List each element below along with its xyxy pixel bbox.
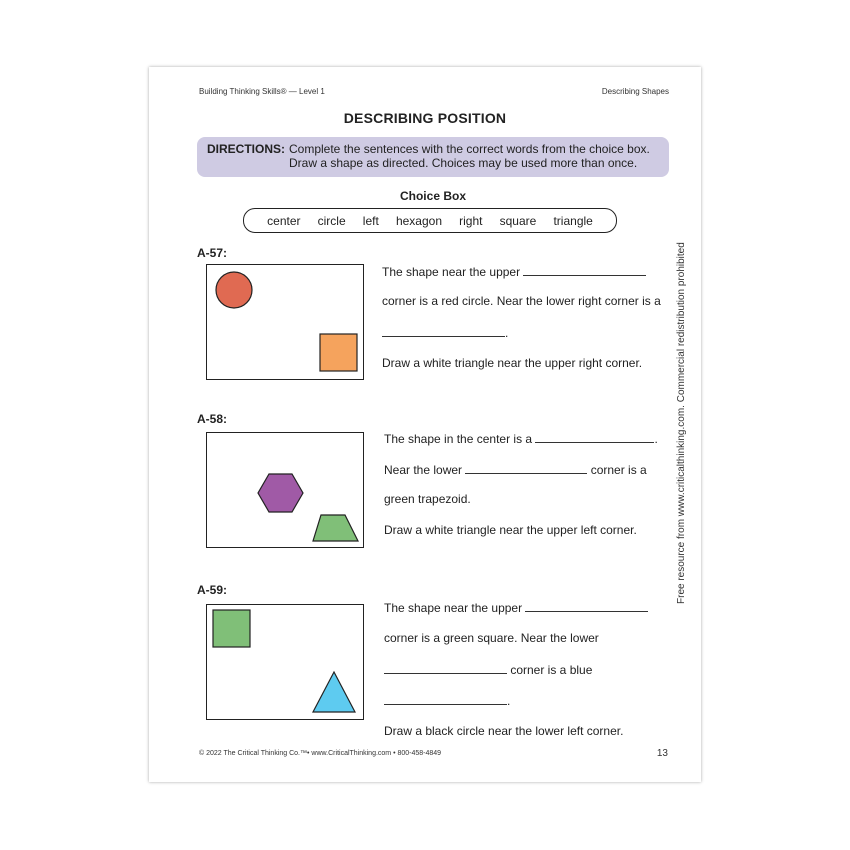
sentence-line: The shape near the upper <box>384 600 648 615</box>
choice-word: circle <box>317 213 346 228</box>
choice-word: hexagon <box>395 213 442 228</box>
choice-word: triangle <box>553 213 593 228</box>
sentence-line: The shape near the upper <box>382 264 646 279</box>
picture-a57 <box>207 265 365 381</box>
directions-line-2: Draw a shape as directed. Choices may be used more than once. <box>289 156 638 170</box>
choice-word: center <box>267 213 301 228</box>
picture-a58 <box>207 433 365 549</box>
picture-frame-a57 <box>206 264 364 380</box>
choice-box-title: Choice Box <box>399 189 466 203</box>
answer-blank[interactable] <box>525 600 648 612</box>
picture-frame-a59 <box>206 604 364 720</box>
purple-hexagon-shape <box>258 474 303 512</box>
directions-line-1: Complete the sentences with the correct words from the choice box. <box>289 142 650 156</box>
redistribution-notice: Free resource from www.criticalthinking.com. Commercial redistribution prohibited <box>676 242 687 604</box>
page-number: 13 <box>656 748 668 759</box>
choice-word: square <box>499 213 537 228</box>
orange-square-shape <box>320 334 357 371</box>
choice-word: left <box>362 213 379 228</box>
answer-blank[interactable] <box>535 431 654 443</box>
answer-blank[interactable] <box>465 462 587 474</box>
picture-frame-a58 <box>206 432 364 548</box>
question-label-a57: A-57: <box>197 246 228 260</box>
directions-box <box>197 137 669 177</box>
sentence-line: Draw a white triangle near the upper right corner. <box>382 356 643 370</box>
answer-blank[interactable] <box>384 693 507 705</box>
sentence-line: Draw a black circle near the lower left corner. <box>384 724 624 738</box>
blue-triangle-shape <box>313 672 355 712</box>
sentence-line: Draw a white triangle near the upper left corner. <box>384 523 637 537</box>
answer-blank[interactable] <box>384 662 507 674</box>
sentence-line: . <box>384 693 510 708</box>
worksheet-page <box>149 67 701 782</box>
question-label-a58: A-58: <box>197 412 228 426</box>
sentence-line: green trapezoid. <box>384 492 471 506</box>
green-square-shape <box>213 610 250 647</box>
sentence-line: corner is a green square. Near the lower <box>384 631 599 645</box>
green-trapezoid-shape <box>313 515 358 541</box>
question-label-a59: A-59: <box>197 583 228 597</box>
header-section-title: Describing Shapes <box>601 87 669 96</box>
choice-box <box>243 208 617 233</box>
footer-copyright: © 2022 The Critical Thinking Co.™• www.CriticalThinking.com • 800-458-4849 <box>199 750 442 757</box>
sentence-line: The shape in the center is a . <box>384 432 658 446</box>
sentence-line: corner is a blue <box>384 662 592 677</box>
directions-label: DIRECTIONS: <box>207 142 285 156</box>
sentence-line: . <box>382 325 508 340</box>
choice-word: right <box>459 213 483 228</box>
header-book-title: Building Thinking Skills® — Level 1 <box>199 87 325 96</box>
sentence-line: Near the lower corner is a <box>384 463 647 477</box>
picture-a59 <box>207 605 365 721</box>
sentence-line: corner is a red circle. Near the lower right corner is a <box>382 294 661 308</box>
page-title: DESCRIBING POSITION <box>343 110 507 126</box>
answer-blank[interactable] <box>382 325 505 337</box>
red-circle-shape <box>216 272 252 308</box>
answer-blank[interactable] <box>523 264 646 276</box>
